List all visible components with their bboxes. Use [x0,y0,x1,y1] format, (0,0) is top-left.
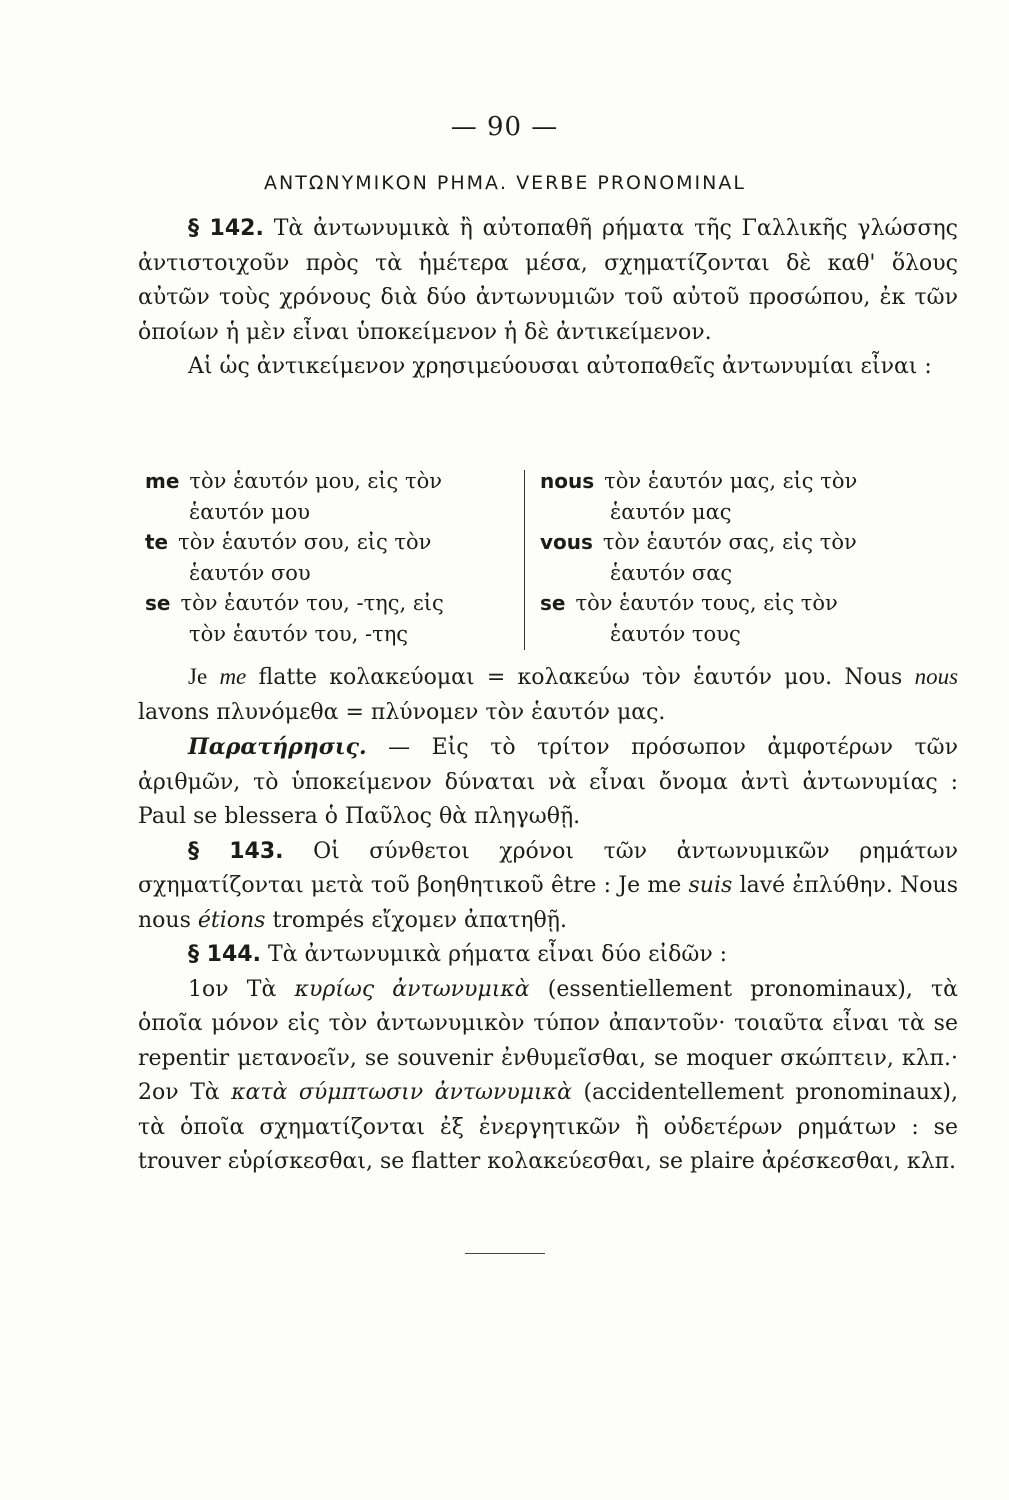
types-text: 1ον Τὰ [188,976,277,1002]
pronoun-row [540,588,965,619]
paragraph-144 [138,938,958,973]
remark-example: Paul se blessera ὁ Παῦλος θὰ πληγωθῇ. [138,804,581,829]
types-text: κατὰ σύμπτωσιν ἀντωνυμικὰ [231,1080,572,1105]
pronoun-gloss-cont: ἑαυτόν μου [189,499,310,524]
pronoun-gloss: τὸν ἑαυτόν μας, εἰς τὸν [604,469,858,493]
paragraph-143-text: trompés εἴχομεν ἀπατηθῇ. [272,907,567,933]
paragraph-142 [138,212,958,385]
example-sentence [138,660,958,730]
pronoun-gloss-cont: ἑαυτόν σου [189,560,311,585]
pronoun-column-singular [145,466,515,649]
pronoun-row [145,588,515,619]
pronoun-gloss-cont: ἑαυτόν σας [610,560,733,585]
page-number: — 90 — [450,112,559,142]
example-word: nous [914,664,959,689]
paragraph-types [138,973,958,1180]
pronoun-gloss-cont: τὸν ἑαυτόν του, -της [189,621,409,646]
paragraph-143-text: étions [197,907,266,933]
pronoun-se-plural: se [540,591,566,615]
example-word: flatte κολακεύομαι = κολακεύω τὸν ἑαυτόν μου. Nous [258,665,903,690]
pronoun-gloss: τὸν ἑαυτόν μου, εἰς τὸν [189,469,443,493]
footer-rule [465,1253,545,1254]
pronoun-column-plural [540,466,965,649]
pronoun-gloss: τὸν ἑαυτόν τους, εἰς τὸν [575,591,838,615]
example-word: me [219,664,247,689]
remark-paragraph [138,730,958,835]
paragraph-143-text: suis [688,873,733,898]
paragraph-143-text: Οἱ σύνθετοι χρόνοι τῶν ἀντωνυμικῶν ρημάτων σχηματίζονται μετὰ τοῦ βοηθητικοῦ [138,838,958,898]
column-divider [524,470,525,650]
pronoun-row [540,527,965,558]
section-heading: ΑΝΤΩΝΥΜΙΚΟΝ ΡΗΜΑ. VERBE PRONOMINAL [264,172,746,194]
types-text: (essentiellement pronominaux), τὰ ὁποῖα μόνον εἰς τὸν ἀντωνυμικὸν τύπον ἀπαντοῦν· τοιαῦτα εἶναι τὰ se repentir μετανοεῖν, se souvenir ἐνθυμεῖσθαι, se moquer σκώπτειν, κλπ.· 2ον Τὰ [138,976,959,1105]
pronoun-table [145,466,965,656]
pronoun-row [540,466,965,497]
pronoun-gloss-cont: ἑαυτόν τους [610,621,741,646]
pronoun-vous: vous [540,530,593,554]
paragraph-143-text: lavé ἐπλύθην. Nous nous [138,873,959,933]
paragraph-143 [138,835,958,939]
paragraph-144-text: Τὰ ἀντωνυμικὰ ρήματα εἶναι δύο εἰδῶν : [267,942,728,967]
example-word: lavons πλυνόμεθα = πλύνομεν τὸν ἑαυτόν μας. [138,699,666,725]
body-continued [138,660,958,1180]
paragraph-142-text: Τὰ ἀντωνυμικὰ ἢ αὐτοπαθῆ ρήματα τῆς Γαλλικῆς γλώσσης ἀντιστοιχοῦν πρὸς τὰ ἡμέτερα μέσα, σχηματίζονται δὲ καθ' ὅλους αὐτῶν τοὺς χρόνους διὰ δύο ἀντωνυμιῶν τοῦ αὐτοῦ προσώπου, ἐκ τῶν ὁποίων ἡ μὲν εἶναι ὑποκείμενον ἡ δὲ ἀντικείμενον. [138,216,958,345]
pronoun-nous: nous [540,469,595,493]
pronoun-gloss: τὸν ἑαυτόν σου, εἰς τὸν [178,530,432,554]
paragraph-143-text: être : Je me [550,873,682,898]
pronoun-row [145,466,515,497]
pronoun-gloss: τὸν ἑαυτόν σας, εἰς τὸν [602,530,857,554]
pronoun-se: se [145,591,171,615]
intro-text: Αἱ ὡς ἀντικείμενον χρησιμεύουσαι αὐτοπαθεῖς ἀντωνυμίαι εἶναι : [188,354,932,379]
section-143-label: § 143. [188,838,284,864]
pronoun-gloss: τὸν ἑαυτόν του, -της, εἰς [180,591,444,615]
section-144-label: § 144. [188,942,261,967]
example-word: Je [188,664,208,689]
section-142-label: § 142. [188,216,264,241]
remark-text: — Εἰς τὸ τρίτον πρόσωπον ἀμφοτέρων τῶν ἀριθμῶν, τὸ ὑποκείμενον δύναται νὰ εἶναι ὄνομα ἀντὶ ἀντωνυμίας : [138,735,958,795]
remark-label: Παρατήρησις. [188,734,367,760]
types-text: (accidentellement pronominaux), τὰ ὁποῖα σχηματίζονται ἐξ ἐνεργητικῶν ἢ οὐδετέρων ρημάτων : se trouver εὑρίσκεσθαι, se flatter κολακεύεσθαι, se plaire ἀρέσκεσθαι, κλπ. [138,1080,958,1174]
pronoun-te: te [145,530,169,554]
pronoun-me: me [145,469,180,493]
pronoun-row [145,527,515,558]
types-text: κυρίως ἀντωνυμικὰ [294,976,530,1002]
pronoun-gloss-cont: ἑαυτόν μας [610,499,732,524]
